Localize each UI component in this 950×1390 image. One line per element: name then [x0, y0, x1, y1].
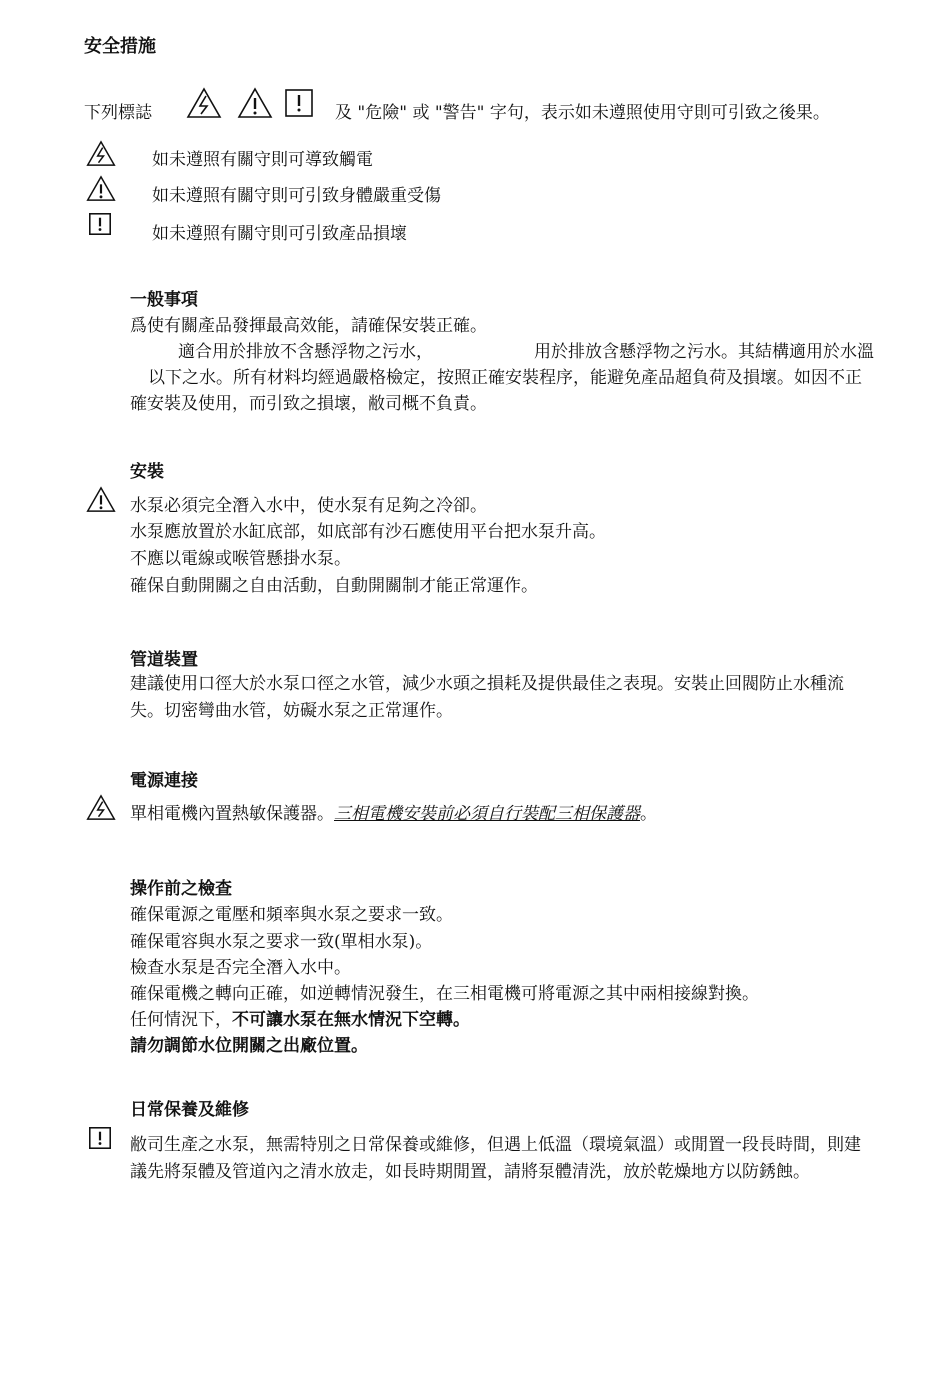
general-line-2b: 用於排放含懸浮物之污水。其結構適用於水溫	[534, 342, 874, 362]
power-underlined-text: 三相電機安裝前必須自行裝配三相保護器	[334, 804, 640, 824]
exclamation-warning-icon	[237, 87, 273, 119]
maintenance-line-2: 議先將泵體及管道內之清水放走，如長時期閒置，請將泵體清洗，放於乾燥地方以防銹蝕。	[130, 1162, 810, 1182]
exclamation-box-icon	[285, 89, 313, 117]
lightning-warning-icon	[86, 140, 116, 167]
piping-line-1: 建議使用口徑大於水泵口徑之水管，減少水頭之損耗及提供最佳之表現。安裝止回閥防止水種流	[130, 674, 844, 694]
maintenance-line-1: 敝司生產之水泵，無需特別之日常保養或維修，但遇上低溫（環境氣溫）或閒置一段長時間，則建	[130, 1135, 861, 1155]
precheck-heading: 操作前之檢查	[130, 879, 232, 899]
general-line-3: 以下之水。所有材料均經過嚴格檢定，按照正確安裝程序，能避免產品超負荷及損壞。如因不正	[148, 368, 862, 388]
general-heading: 一般事項	[130, 290, 198, 310]
exclamation-box-icon	[89, 213, 111, 235]
general-line-2a: 適合用於排放不含懸浮物之污水，	[178, 342, 433, 362]
power-text: 單相電機內置熱敏保護器。	[130, 804, 334, 824]
precheck-line-2: 確保電容與水泵之要求一致(單相水泵)。	[130, 932, 433, 952]
exclamation-warning-icon	[86, 486, 116, 513]
lightning-warning-icon	[86, 794, 116, 821]
piping-heading: 管道裝置	[130, 650, 198, 670]
precheck-line-5	[130, 1005, 470, 1030]
exclamation-warning-icon	[86, 175, 116, 202]
install-line-3: 不應以電線或喉管懸掛水泵。	[130, 549, 351, 569]
precheck-line-6: 請勿調節水位開關之出廠位置。	[130, 1036, 368, 1056]
install-line-2: 水泵應放置於水缸底部，如底部有沙石應使用平台把水泵升高。	[130, 522, 606, 542]
power-end: 。	[640, 804, 657, 824]
precheck-line-1: 確保電源之電壓和頻率與水泵之要求一致。	[130, 905, 453, 925]
general-line-1: 爲使有關產品發揮最高效能，請確保安裝正確。	[130, 316, 487, 336]
precheck-line-5-prefix: 任何情況下，	[130, 1010, 232, 1030]
power-line	[130, 799, 657, 824]
exclamation-box-icon	[89, 1127, 111, 1149]
page-title: 安全措施	[84, 36, 156, 57]
precheck-line-3: 檢查水泵是否完全潛入水中。	[130, 958, 351, 978]
piping-line-2: 失。切密彎曲水管，妨礙水泵之正常運作。	[130, 701, 453, 721]
lightning-warning-icon	[186, 87, 222, 119]
legend-item-damage: 如未遵照有關守則可引致產品損壞	[152, 224, 407, 244]
legend-suffix: 及 "危險" 或 "警告" 字句，表示如未遵照使用守則可引致之後果。	[335, 103, 830, 123]
legend-item-injury: 如未遵照有關守則可引致身體嚴重受傷	[152, 186, 441, 206]
power-heading: 電源連接	[130, 771, 198, 791]
install-heading: 安裝	[130, 462, 164, 482]
legend-prefix: 下列標誌	[84, 103, 152, 123]
maintenance-heading: 日常保養及維修	[130, 1100, 249, 1120]
precheck-line-4: 確保電機之轉向正確，如逆轉情況發生，在三相電機可將電源之其中兩相接線對換。	[130, 984, 759, 1004]
precheck-line-5-bold: 不可讓水泵在無水情況下空轉。	[232, 1010, 470, 1030]
install-line-1: 水泵必須完全潛入水中，使水泵有足夠之冷卻。	[130, 496, 487, 516]
general-line-4: 確安裝及使用，而引致之損壞，敝司概不負責。	[130, 394, 487, 414]
legend-item-shock: 如未遵照有關守則可導致觸電	[152, 150, 373, 170]
install-line-4: 確保自動開關之自由活動，自動開關制才能正常運作。	[130, 576, 538, 596]
